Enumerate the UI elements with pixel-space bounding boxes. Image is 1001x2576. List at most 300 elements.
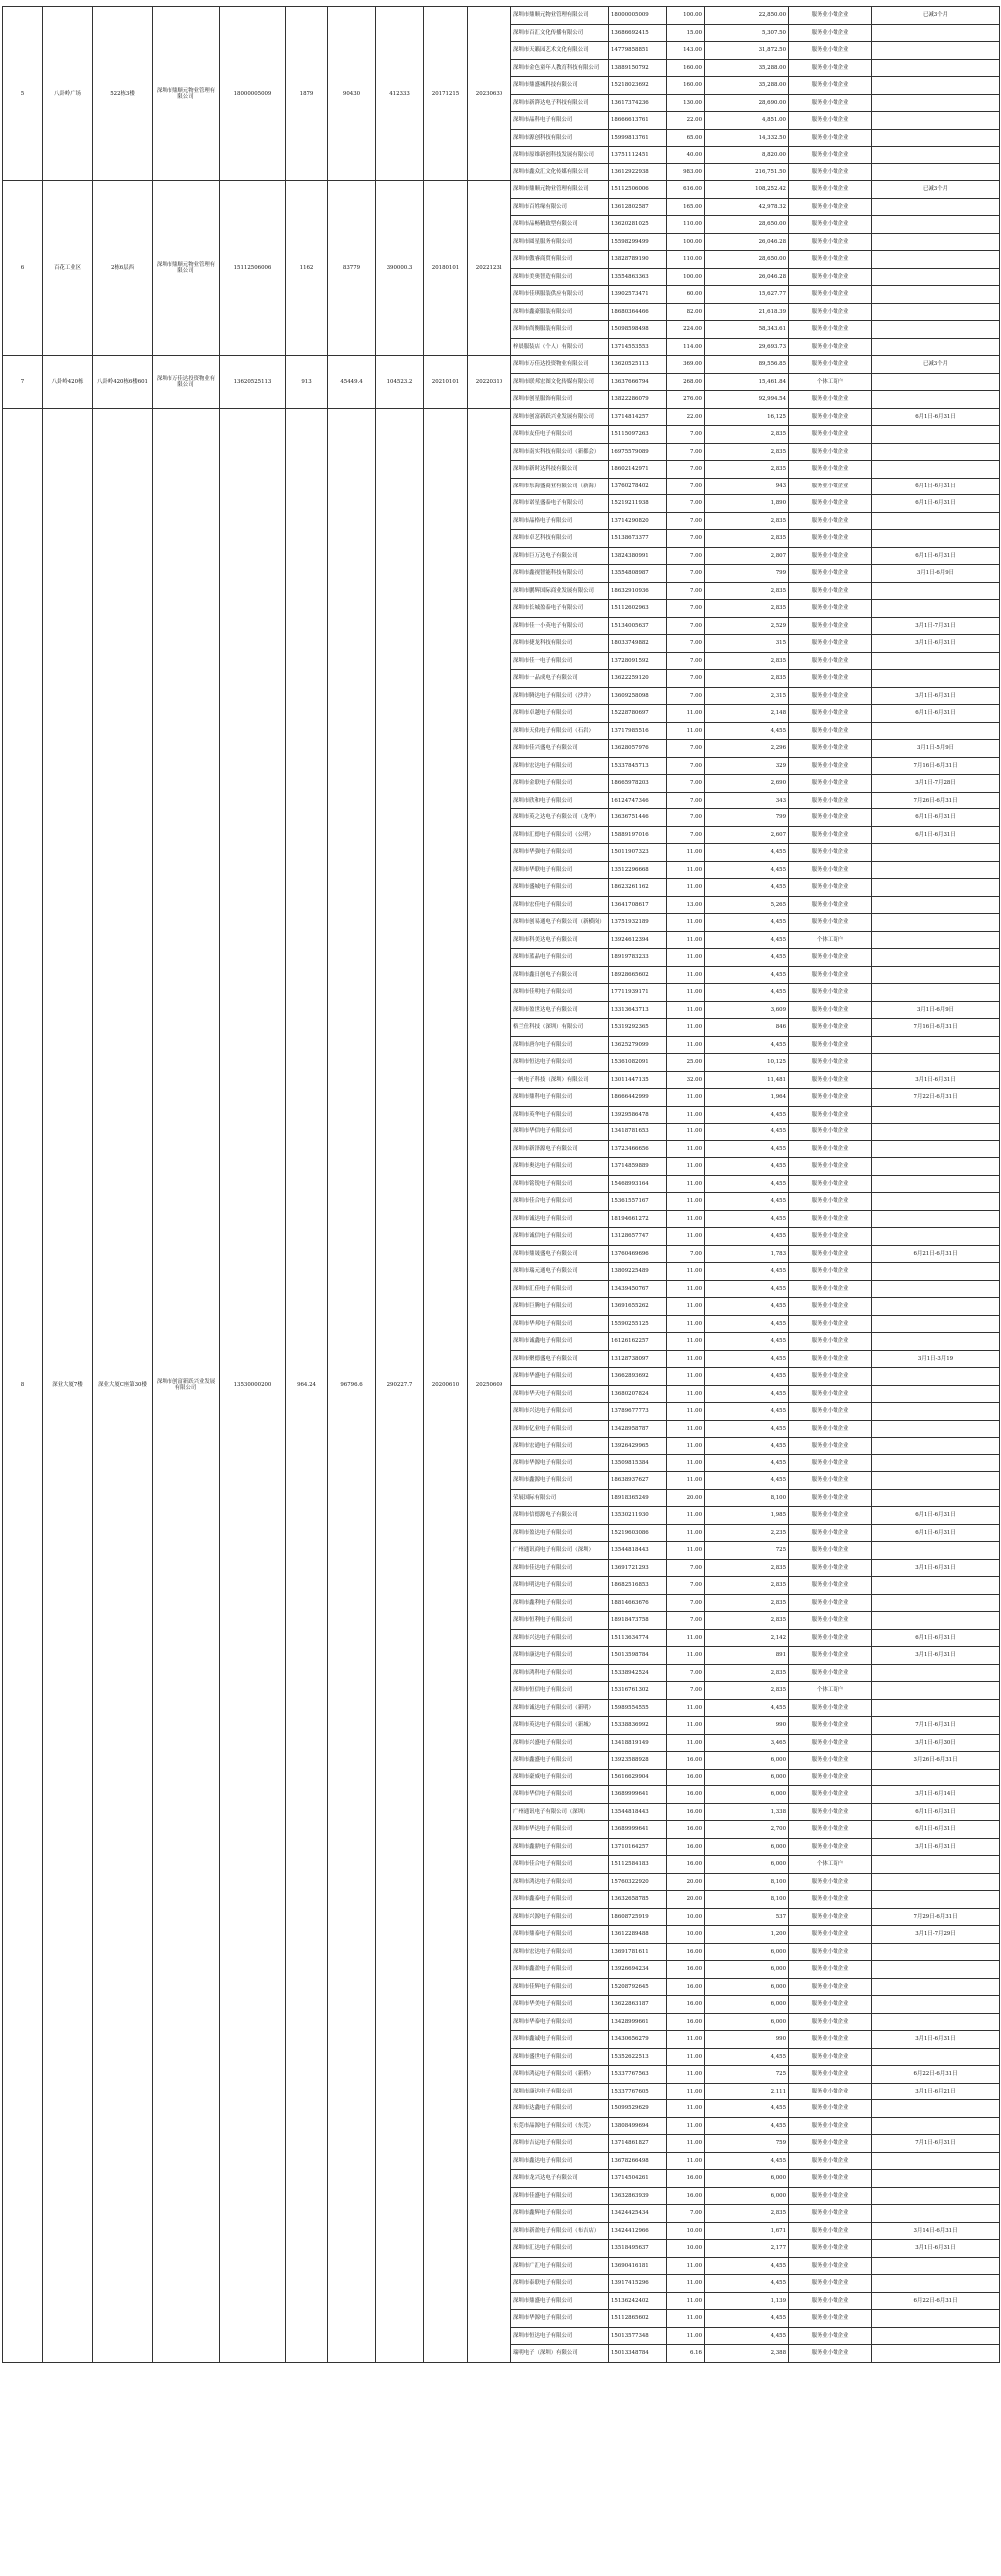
note-cell	[872, 1280, 1000, 1298]
reduction-amount-cell: 799	[705, 565, 789, 583]
tenant-name-cell: 深圳市信德源电子有限公司	[511, 1507, 609, 1525]
tenant-area-cell: 22.00	[667, 112, 705, 130]
tenant-name-cell: 深圳市鹏辉国际商业发展有限公司	[511, 582, 609, 600]
tenant-name-cell: 深圳市佳辉电子有限公司	[511, 1978, 609, 1996]
tenant-name-cell: 深圳市百汇文化传播有限公司	[511, 24, 609, 42]
tenant-name-cell: 深圳市诚达电子有限公司（新明）	[511, 1699, 609, 1717]
tenant-area-cell: 11.00	[667, 984, 705, 1002]
enterprise-type-cell: 服务业小微企业	[789, 216, 872, 234]
note-cell: 3月26日-6月31日	[872, 1752, 1000, 1770]
tenant-name-cell: 深圳市巨腾电子有限公司	[511, 1298, 609, 1316]
tenant-name-cell: 深圳市盈世达电子有限公司	[511, 1001, 609, 1019]
tenant-phone-cell: 15112584183	[609, 1856, 667, 1874]
note-cell	[872, 163, 1000, 181]
note-cell	[872, 1472, 1000, 1490]
enterprise-type-cell: 服务业小微企业	[789, 2275, 872, 2293]
enterprise-type-cell: 服务业小微企业	[789, 1873, 872, 1891]
tenant-phone-cell: 13691655262	[609, 1298, 667, 1316]
tenant-name-cell: 深圳市万佳达投资物业有限公司	[511, 356, 609, 374]
enterprise-type-cell: 服务业小微企业	[789, 1786, 872, 1804]
tenant-area-cell: 16.00	[667, 1769, 705, 1786]
tenant-phone-cell: 13554863363	[609, 268, 667, 286]
enterprise-type-cell: 服务业小微企业	[789, 1838, 872, 1856]
tenant-area-cell: 7.00	[667, 1559, 705, 1577]
reduction-amount-cell: 2,835	[705, 652, 789, 670]
enterprise-type-cell: 服务业小微企业	[789, 1717, 872, 1735]
tenant-phone-cell: 18602142971	[609, 461, 667, 479]
location-cell: 八卦岭广场	[43, 7, 93, 181]
tenant-name-cell: 深圳市鑫泰电子有限公司	[511, 1891, 609, 1909]
reduction-amount-cell: 4,455	[705, 1403, 789, 1421]
tenant-phone-cell: 13509815384	[609, 1454, 667, 1472]
reduction-amount-cell: 4,455	[705, 1106, 789, 1124]
tenant-name-cell: 深圳市达鑫电子有限公司	[511, 2100, 609, 2118]
reduction-amount-cell: 11,481	[705, 1071, 789, 1089]
note-cell	[872, 1682, 1000, 1700]
tenant-name-cell: 深圳市华联电子有限公司	[511, 861, 609, 879]
note-cell	[872, 1699, 1000, 1717]
reduction-amount-cell: 15,461.84	[705, 373, 789, 391]
enterprise-type-cell: 服务业小微企业	[789, 896, 872, 914]
note-cell: 3月1日-6月31日	[872, 2240, 1000, 2258]
monthly-rent-cell: 45449.4	[328, 356, 376, 409]
enterprise-type-cell: 服务业小微企业	[789, 443, 872, 461]
enterprise-type-cell: 服务业小微企业	[789, 809, 872, 827]
lessor-cell: 深圳市创富新跃兴业发展有限公司	[153, 408, 220, 2362]
tenant-area-cell: 60.00	[667, 286, 705, 304]
tenant-area-cell: 16.00	[667, 1943, 705, 1961]
tenant-name-cell: 深圳市鼎晟盛电子有限公司	[511, 1245, 609, 1263]
reduction-amount-cell: 1,200	[705, 1926, 789, 1944]
tenant-phone-cell: 15352622513	[609, 2048, 667, 2066]
location-cell: 深业大厦7楼	[43, 408, 93, 2362]
tenant-area-cell: 10.00	[667, 2240, 705, 2258]
tenant-phone-cell: 15361082091	[609, 1054, 667, 1072]
tenant-area-cell: 276.00	[667, 391, 705, 409]
note-cell: 6月1日-6月31日	[872, 495, 1000, 513]
tenant-area-cell: 16.00	[667, 2013, 705, 2031]
enterprise-type-cell: 服务业小微企业	[789, 1071, 872, 1089]
tenant-name-cell: 深圳市宏通电子有限公司	[511, 1438, 609, 1455]
reduction-amount-cell: 3,465	[705, 1734, 789, 1752]
reduction-amount-cell: 4,455	[705, 2327, 789, 2345]
tenant-phone-cell: 15013577348	[609, 2327, 667, 2345]
tenant-name-cell: 深圳市联邦宏图文化传媒有限公司	[511, 373, 609, 391]
reduction-amount-cell: 58,343.61	[705, 321, 789, 339]
tenant-name-cell: 深圳市华强电子有限公司	[511, 844, 609, 862]
tenant-name-cell: 深圳市鑫日创电子有限公司	[511, 966, 609, 984]
note-cell	[872, 426, 1000, 444]
enterprise-type-cell: 服务业小微企业	[789, 2327, 872, 2345]
reduction-amount-cell: 4,455	[705, 1472, 789, 1490]
tenant-phone-cell: 13923588928	[609, 1752, 667, 1770]
tenant-phone-cell: 16126162257	[609, 1333, 667, 1351]
note-cell	[872, 2170, 1000, 2188]
tenant-name-cell: 深圳市创星服饰有限公司	[511, 391, 609, 409]
enterprise-type-cell: 服务业小微企业	[789, 303, 872, 321]
tenant-name-cell: 深圳市鼎盛城科技有限公司	[511, 77, 609, 95]
note-cell	[872, 1943, 1000, 1961]
reduction-amount-cell: 4,455	[705, 2100, 789, 2118]
tenant-phone-cell: 15013598784	[609, 1647, 667, 1665]
note-cell	[872, 1140, 1000, 1158]
enterprise-type-cell: 服务业小微企业	[789, 1664, 872, 1682]
tenant-phone-cell: 15134005637	[609, 617, 667, 635]
note-cell: 3月1日-6月31日	[872, 687, 1000, 705]
enterprise-type-cell: 服务业小微企业	[789, 2187, 872, 2205]
enterprise-type-cell: 服务业小微企业	[789, 1507, 872, 1525]
table-row	[3, 356, 1000, 374]
enterprise-type-cell: 个体工商户	[789, 1682, 872, 1700]
tenant-area-cell: 11.00	[667, 1124, 705, 1141]
tenant-name-cell: 深圳市英达电子有限公司（新城）	[511, 1717, 609, 1735]
reduction-total-cell: 290227.7	[376, 408, 424, 2362]
note-cell: 6月1日-6月31日	[872, 547, 1000, 565]
tenant-phone-cell: 13689999641	[609, 1821, 667, 1839]
tenant-area-cell: 11.00	[667, 1158, 705, 1176]
reduction-amount-cell: 4,455	[705, 1280, 789, 1298]
enterprise-type-cell: 服务业小微企业	[789, 1489, 872, 1507]
tenant-name-cell: 深圳市泰联电子有限公司	[511, 2275, 609, 2293]
tenant-area-cell: 16.00	[667, 1803, 705, 1821]
enterprise-type-cell: 服务业小微企业	[789, 2152, 872, 2170]
enterprise-type-cell: 服务业小微企业	[789, 2170, 872, 2188]
note-cell	[872, 2327, 1000, 2345]
reduction-amount-cell: 4,851.00	[705, 112, 789, 130]
reduction-amount-cell: 2,835	[705, 1664, 789, 1682]
note-cell	[872, 2275, 1000, 2293]
rent-reduction-table	[2, 6, 1000, 2363]
tenant-area-cell: 7.00	[667, 530, 705, 548]
tenant-area-cell: 7.00	[667, 443, 705, 461]
enterprise-type-cell: 服务业小微企业	[789, 1124, 872, 1141]
reduction-amount-cell: 2,807	[705, 547, 789, 565]
note-cell	[872, 1403, 1000, 1421]
reduction-amount-cell: 6,000	[705, 1978, 789, 1996]
reduction-amount-cell: 4,455	[705, 1454, 789, 1472]
enterprise-type-cell: 服务业小微企业	[789, 2031, 872, 2049]
note-cell	[872, 42, 1000, 60]
tenant-name-cell: 深圳市创易通电子有限公司（新横岗）	[511, 914, 609, 932]
enterprise-type-cell: 服务业小微企业	[789, 984, 872, 1002]
reduction-amount-cell: 216,751.50	[705, 163, 789, 181]
reduction-amount-cell: 6,000	[705, 2013, 789, 2031]
tenant-area-cell: 7.00	[667, 1612, 705, 1630]
note-cell	[872, 251, 1000, 269]
note-cell	[872, 2048, 1000, 2066]
tenant-area-cell: 11.00	[667, 1438, 705, 1455]
tenant-area-cell: 11.00	[667, 2117, 705, 2135]
note-cell	[872, 268, 1000, 286]
note-cell	[872, 1054, 1000, 1072]
tenant-name-cell: 深圳市鼎顺元物业管理有限公司	[511, 7, 609, 25]
note-cell	[872, 198, 1000, 216]
tenant-phone-cell: 13418819149	[609, 1734, 667, 1752]
enterprise-type-cell: 服务业小微企业	[789, 1524, 872, 1542]
tenant-area-cell: 100.00	[667, 7, 705, 25]
tenant-phone-cell: 13691781611	[609, 1943, 667, 1961]
reduction-amount-cell: 2,177	[705, 2240, 789, 2258]
tenant-area-cell: 11.00	[667, 722, 705, 740]
reduction-amount-cell: 14,332.50	[705, 129, 789, 147]
enterprise-type-cell: 服务业小微企业	[789, 1612, 872, 1630]
note-cell	[872, 1961, 1000, 1979]
tenant-phone-cell: 13512296668	[609, 861, 667, 879]
tenant-name-cell: 深圳市佳达电子有限公司	[511, 1559, 609, 1577]
tenant-area-cell: 11.00	[667, 1507, 705, 1525]
tenant-phone-cell: 13902573471	[609, 286, 667, 304]
tenant-phone-cell: 13625279099	[609, 1036, 667, 1054]
lease-area-cell: 913	[286, 356, 328, 409]
tenant-phone-cell: 13609258098	[609, 687, 667, 705]
tenant-name-cell: 梓晨服装店（个人）有限公司	[511, 338, 609, 356]
reduction-amount-cell: 6,000	[705, 1996, 789, 2014]
reduction-amount-cell: 35,288.00	[705, 59, 789, 77]
tenant-area-cell: 11.00	[667, 2275, 705, 2293]
lessor-phone-cell: 13530000200	[220, 408, 286, 2362]
tenant-phone-cell: 13690416181	[609, 2257, 667, 2275]
lessor-phone-cell: 15112506006	[220, 181, 286, 356]
tenant-area-cell: 7.00	[667, 495, 705, 513]
enterprise-type-cell: 服务业小微企业	[789, 495, 872, 513]
tenant-area-cell: 7.00	[667, 757, 705, 775]
note-cell	[872, 931, 1000, 949]
tenant-phone-cell: 18194661272	[609, 1210, 667, 1228]
tenant-name-cell: 深圳市鑫盛电子有限公司	[511, 1752, 609, 1770]
tenant-name-cell: 深圳市鸿达电子有限公司	[511, 1873, 609, 1891]
tenant-area-cell: 16.00	[667, 1961, 705, 1979]
enterprise-type-cell: 服务业小微企业	[789, 547, 872, 565]
tenant-area-cell: 10.00	[667, 2222, 705, 2240]
enterprise-type-cell: 服务业小微企业	[789, 670, 872, 688]
tenant-area-cell: 11.00	[667, 1228, 705, 1246]
tenant-area-cell: 16.00	[667, 1821, 705, 1839]
tenant-area-cell: 7.00	[667, 1682, 705, 1700]
note-cell	[872, 2345, 1000, 2363]
reduction-amount-cell: 2,148	[705, 705, 789, 723]
tenant-name-cell: 深圳市鑫辉电子有限公司	[511, 2205, 609, 2223]
tenant-area-cell: 110.00	[667, 251, 705, 269]
reduction-amount-cell: 846	[705, 1019, 789, 1037]
reduction-amount-cell: 4,455	[705, 722, 789, 740]
note-cell	[872, 391, 1000, 409]
note-cell	[872, 2257, 1000, 2275]
reduction-amount-cell: 2,835	[705, 1559, 789, 1577]
tenant-name-cell: 深圳市欣和电子有限公司	[511, 792, 609, 809]
tenant-phone-cell: 13710164257	[609, 1838, 667, 1856]
enterprise-type-cell: 服务业小微企业	[789, 1943, 872, 1961]
enterprise-type-cell: 服务业小微企业	[789, 112, 872, 130]
enterprise-type-cell: 服务业小微企业	[789, 129, 872, 147]
tenant-area-cell: 11.00	[667, 1454, 705, 1472]
tenant-area-cell: 11.00	[667, 949, 705, 967]
enterprise-type-cell: 服务业小微企业	[789, 1106, 872, 1124]
table-row	[3, 181, 1000, 199]
note-cell	[872, 1577, 1000, 1595]
tenant-name-cell: 深圳市聚德盛电子有限公司	[511, 1350, 609, 1368]
tenant-name-cell: 深圳市盈达电子有限公司	[511, 1524, 609, 1542]
enterprise-type-cell: 服务业小微企业	[789, 687, 872, 705]
tenant-area-cell: 11.00	[667, 705, 705, 723]
tenant-phone-cell: 13636751446	[609, 809, 667, 827]
enterprise-type-cell: 服务业小微企业	[789, 147, 872, 164]
lease-start-cell: 20180101	[424, 181, 468, 356]
tenant-area-cell: 11.00	[667, 1106, 705, 1124]
tenant-phone-cell: 15590255125	[609, 1315, 667, 1333]
note-cell	[872, 1873, 1000, 1891]
tenant-area-cell: 11.00	[667, 1089, 705, 1107]
tenant-area-cell: 11.00	[667, 2135, 705, 2153]
reduction-amount-cell: 4,455	[705, 1175, 789, 1193]
enterprise-type-cell: 服务业小微企业	[789, 1629, 872, 1647]
note-cell	[872, 443, 1000, 461]
note-cell	[872, 1263, 1000, 1281]
tenant-name-cell: 深圳市宏达电子有限公司	[511, 757, 609, 775]
tenant-name-cell: 深圳市鼎泰电子有限公司	[511, 1926, 609, 1944]
reduction-amount-cell: 4,455	[705, 1298, 789, 1316]
row-seq: 8	[3, 408, 43, 2362]
tenant-phone-cell: 18666613761	[609, 112, 667, 130]
note-cell	[872, 1612, 1000, 1630]
note-cell: 7月1日-6月31日	[872, 1717, 1000, 1735]
enterprise-type-cell: 服务业小微企业	[789, 94, 872, 112]
tenant-area-cell: 7.00	[667, 1245, 705, 1263]
note-cell	[872, 461, 1000, 479]
tenant-area-cell: 7.00	[667, 582, 705, 600]
note-cell: 3月1日-6月31日	[872, 1647, 1000, 1665]
tenant-phone-cell: 13530211930	[609, 1507, 667, 1525]
tenant-name-cell: 深圳市鑫诚电子有限公司	[511, 2031, 609, 2049]
enterprise-type-cell: 服务业小微企业	[789, 1263, 872, 1281]
tenant-area-cell: 7.00	[667, 2205, 705, 2223]
tenant-name-cell: 深圳市长城盈泰电子有限公司	[511, 600, 609, 618]
tenant-area-cell: 11.00	[667, 2066, 705, 2084]
tenant-name-cell: 深圳市卓艺科技有限公司	[511, 530, 609, 548]
tenant-name-cell: 深圳市新盈电子有限公司（布吉店）	[511, 2222, 609, 2240]
reduction-amount-cell: 2,835	[705, 1682, 789, 1700]
reduction-amount-cell: 4,455	[705, 861, 789, 879]
note-cell: 6月22日-6月31日	[872, 2066, 1000, 2084]
tenant-name-cell: 深圳市吉运电子有限公司	[511, 2135, 609, 2153]
tenant-area-cell: 11.00	[667, 1333, 705, 1351]
tenant-name-cell: 深圳市佳合电子有限公司	[511, 1856, 609, 1874]
tenant-name-cell: 深圳市恒达电子有限公司	[511, 1054, 609, 1072]
enterprise-type-cell: 个体工商户	[789, 373, 872, 391]
tenant-name-cell: 深圳市宏佳电子有限公司	[511, 896, 609, 914]
tenant-name-cell: 深圳市兴达电子有限公司	[511, 1629, 609, 1647]
reduction-amount-cell: 4,455	[705, 1263, 789, 1281]
reduction-amount-cell: 3,609	[705, 1001, 789, 1019]
reduction-amount-cell: 537	[705, 1908, 789, 1926]
note-cell	[872, 1210, 1000, 1228]
tenant-area-cell: 11.00	[667, 1524, 705, 1542]
enterprise-type-cell: 服务业小微企业	[789, 861, 872, 879]
tenant-name-cell: 格兰仕科技（深圳）有限公司	[511, 1019, 609, 1037]
note-cell: 7月16日-6月31日	[872, 757, 1000, 775]
tenant-phone-cell: 13889150792	[609, 59, 667, 77]
tenant-phone-cell: 15999813761	[609, 129, 667, 147]
tenant-area-cell: 11.00	[667, 1385, 705, 1403]
tenant-name-cell: 深圳市华源电子有限公司	[511, 2310, 609, 2328]
tenant-name-cell: 深圳市品畅精致型有限公司	[511, 216, 609, 234]
tenant-name-cell: 深圳市华邦电子有限公司	[511, 1315, 609, 1333]
tenant-area-cell: 7.00	[667, 687, 705, 705]
tenant-name-cell: 荣展国际有限公司	[511, 1489, 609, 1507]
row-seq: 5	[3, 7, 43, 181]
tenant-name-cell: 深圳市华天电子有限公司	[511, 1385, 609, 1403]
reduction-amount-cell: 943	[705, 478, 789, 495]
reduction-amount-cell: 6,000	[705, 1943, 789, 1961]
note-cell	[872, 112, 1000, 130]
note-cell	[872, 2152, 1000, 2170]
tenant-name-cell: 深圳市兴盛电子有限公司	[511, 1734, 609, 1752]
tenant-name-cell: 深圳市鸿科电子有限公司	[511, 1664, 609, 1682]
tenant-phone-cell: 13424425434	[609, 2205, 667, 2223]
note-cell: 6月1日-6月31日	[872, 478, 1000, 495]
note-cell: 3月1日-7月31日	[872, 617, 1000, 635]
enterprise-type-cell: 服务业小微企业	[789, 1210, 872, 1228]
tenant-phone-cell: 15616629904	[609, 1769, 667, 1786]
reduction-amount-cell: 2,296	[705, 740, 789, 758]
tenant-phone-cell: 13929586478	[609, 1106, 667, 1124]
note-cell: 已减3个月	[872, 356, 1000, 374]
enterprise-type-cell: 服务业小微企业	[789, 1036, 872, 1054]
enterprise-type-cell: 服务业小微企业	[789, 2048, 872, 2066]
enterprise-type-cell: 服务业小微企业	[789, 1054, 872, 1072]
tenant-area-cell: 11.00	[667, 879, 705, 897]
tenant-area-cell: 7.00	[667, 426, 705, 444]
reduction-amount-cell: 315	[705, 635, 789, 653]
note-cell: 6月1日-6月31日	[872, 1507, 1000, 1525]
enterprise-type-cell: 服务业小微企业	[789, 1245, 872, 1263]
reduction-amount-cell: 29,693.73	[705, 338, 789, 356]
building-cell: 2栋6层西	[93, 181, 153, 356]
enterprise-type-cell: 服务业小微企业	[789, 512, 872, 530]
note-cell	[872, 896, 1000, 914]
tenant-area-cell: 7.00	[667, 792, 705, 809]
note-cell	[872, 1193, 1000, 1211]
note-cell: 3月1日-7月28日	[872, 775, 1000, 793]
enterprise-type-cell: 服务业小微企业	[789, 1175, 872, 1193]
lessor-phone-cell: 13620525113	[220, 356, 286, 409]
enterprise-type-cell: 服务业小微企业	[789, 914, 872, 932]
tenant-area-cell: 11.00	[667, 1263, 705, 1281]
tenant-phone-cell: 15099529629	[609, 2100, 667, 2118]
tenant-area-cell: 10.00	[667, 1908, 705, 1926]
enterprise-type-cell: 服务业小微企业	[789, 1228, 872, 1246]
tenant-phone-cell: 18814663676	[609, 1594, 667, 1612]
tenant-name-cell: 深圳市佳盛电子有限公司	[511, 2187, 609, 2205]
tenant-area-cell: 165.00	[667, 198, 705, 216]
tenant-phone-cell: 13641708617	[609, 896, 667, 914]
tenant-phone-cell: 18623261162	[609, 879, 667, 897]
lease-end-cell: 20230630	[468, 7, 511, 181]
tenant-phone-cell: 13828789190	[609, 251, 667, 269]
tenant-phone-cell: 18000005009	[609, 7, 667, 25]
tenant-name-cell: 深圳市鼎顺元物业管理有限公司	[511, 181, 609, 199]
reduction-amount-cell: 2,835	[705, 1612, 789, 1630]
tenant-name-cell: 深圳市鑫豪服装有限公司	[511, 303, 609, 321]
enterprise-type-cell: 个体工商户	[789, 931, 872, 949]
reduction-amount-cell: 725	[705, 2066, 789, 2084]
tenant-phone-cell: 18918365249	[609, 1489, 667, 1507]
reduction-amount-cell: 4,455	[705, 1193, 789, 1211]
tenant-phone-cell: 13554808987	[609, 565, 667, 583]
tenant-area-cell: 114.00	[667, 338, 705, 356]
note-cell	[872, 24, 1000, 42]
tenant-area-cell: 224.00	[667, 321, 705, 339]
note-cell: 6月1日-6月31日	[872, 809, 1000, 827]
